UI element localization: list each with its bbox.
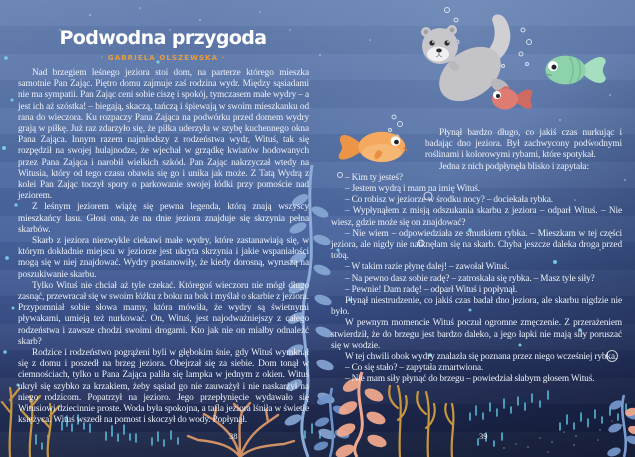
gold-coral-right — [389, 386, 453, 457]
story-paragraph: Jedna z nich podpłynęła blisko i zapytała: — [439, 161, 590, 172]
story-paragraph: Rodzice i rodzeństwo pogrążeni byli w głębokim śnie, gdy Wituś wymknął się z domu i poszedł na brzeg jeziora. Obejrzał się za siebie. Dom tonął w ciemnościach, tylko u Pana Zająca paliła się lampka w jednym z okien. Wituś ukrył się szybko za krzakiem, żeby sąsiad go nie zauważył i nie naskarżył na niego rodzicom. Popatrzył na jezioro. Jego przepłynięcie wydawało się Witusiowi dziecinnie proste. Woda była spokojna, a tafla jeziora lśniła w świetle księżyca. Wituś wszedł na pomost i skoczył do wody. Popłynął. — [18, 348, 309, 426]
blue-plant-far-right — [606, 395, 635, 457]
chapter-header — [20, 27, 306, 62]
story-paragraph: – Co się stało? – zapytała zmartwiona. — [345, 363, 484, 374]
page-number-right: 39 — [479, 431, 488, 441]
left-page-text — [18, 68, 309, 427]
story-paragraph: – Wypłynąłem z misją odszukania skarbu z jeziora – odparł Wituś. – Nie wiesz, gdzie może się on znajdować? — [331, 206, 622, 228]
story-paragraph: – Pewnie! Dam radę! – odparł Wituś i popłynął. — [345, 284, 518, 295]
orange-fish-graphic — [331, 123, 417, 167]
story-paragraph: – Jestem wydrą i mam na imię Wituś. — [345, 184, 481, 195]
story-paragraph: W tej chwili obok wydry znalazła się poznana przez niego wcześniej rybka. — [345, 352, 618, 363]
green-fish-illustration — [541, 47, 613, 93]
story-paragraph: Płynął bardzo długo, co jakiś czas nurkując i badając dno jeziora. Był zachwycony podwodnymi roślinami i kolorowymi rybami, które spotykał. — [425, 128, 622, 161]
story-paragraph: Z leśnym jeziorem wiążę się pewna legenda, którą znają wszyscy mieszkańcy lasu. Głosi ona, że na dnie jeziora znajduje się skrzynia pełna skarbów. — [18, 202, 309, 235]
story-paragraph: – Co robisz w jeziorze w środku nocy? – dociekała rybka. — [345, 195, 553, 206]
story-paragraph: Skarb z jeziora niezwykle ciekawi małe wydry, które zastanawiają się, w którym dokładnie miejscu w jeziorze jest ukryta skrzynia i jakie wspaniałości mogą się w niej znajdować. Wydry postanowiły, że kiedy dorosną, wyruszą na poszukiwanie skarbu. — [18, 236, 309, 280]
story-paragraph: – Nie wiem – odpowiedziała ze smutkiem rybka. – Mieszkam w tej części jeziora, ale nigdy nie natknęłam się na skarb. Chyba jeszcze daleka droga przed tobą. — [331, 228, 622, 262]
story-paragraph: – Kim ty jesteś? — [345, 172, 403, 183]
story-paragraph: Tylko Wituś nie chciał aż tyle czekać. Któregoś wieczoru nie mógł długo zasnąć, przewracał się w swoim łóżku z boku na bok i myślał o skarbie z jeziora. Przypomniał sobie słowa mamy, która mówiła, że wydry są świetnymi pływakami, umieją też nurkować. On, Wituś, jest najodważniejszy z całego rodzeństwa i zawsze chodzi swoimi drogami. Kto jak nie on miałby odnaleźć skarb? — [18, 280, 309, 347]
page-number-left: 38 — [229, 431, 238, 441]
story-paragraph: W pewnym momencie Wituś poczuł ogromne zmęczenie. Z przerażeniem stwierdził, że do brzegu jest bardzo daleko, a jego łapki nie mają siły poruszać się w wodzie. — [331, 318, 622, 351]
red-fish-illustration — [489, 81, 537, 117]
story-title: Podwodna przygoda — [59, 27, 267, 49]
story-paragraph: – W takim razie płynę dalej! – zawołał Wituś. — [345, 262, 510, 273]
story-paragraph: – Na pewno dasz sobie radę? – zatroskała się rybka. – Masz tyle siły? — [345, 273, 595, 284]
story-author: · GABRIELA OLSZEWSKA · — [100, 54, 226, 62]
right-page-text — [331, 128, 622, 386]
orange-fish-illustration — [331, 128, 417, 164]
story-paragraph: Nad brzegiem leśnego jeziora stoi dom, na parterze którego mieszka samotnie Pan Zając. Piętro domu zajmuje zaś rodzina wydr. Między sąsiadami nie ma sympatii. Pan Zając ceni sobie ciszę i spokój, tymczasem małe wydry – a jest ich aż szóstka! – biegają, skaczą, tańczą i śpiewają w swoim mieszkanku od rana do wieczora. Ku rozpaczy Pana Zająca na podwórku przed domem wydry grają w piłkę. Już raz zdarzyło się, że piłka uderzyła w szybę kuchennego okna Pana Zająca. Innym razem najmłodszy z rodzeństwa wydr, Wituś, tak się rozpędził na swojej hulajnodze, że wjechał w grządkę kwiatów hodowanych przez Pana Zająca i narobił wielkich szkód. Pan Zając nakrzyczał wtedy na Witusia, który od tego czasu obawia się go i unika jak może. Z Tatą Wydrą z kolei Pan Zając toczył spory o parkowanie swojej łódki przy pomoście nad jeziorem. — [18, 68, 309, 202]
story-paragraph: – Nie mam siły płynąć do brzegu – powiedział słabym głosem Wituś. — [345, 374, 595, 385]
story-paragraph: Płynął niestrudzenie, co jakiś czas badał dno jeziora, ale skarbu nigdzie nie było. — [331, 296, 622, 318]
